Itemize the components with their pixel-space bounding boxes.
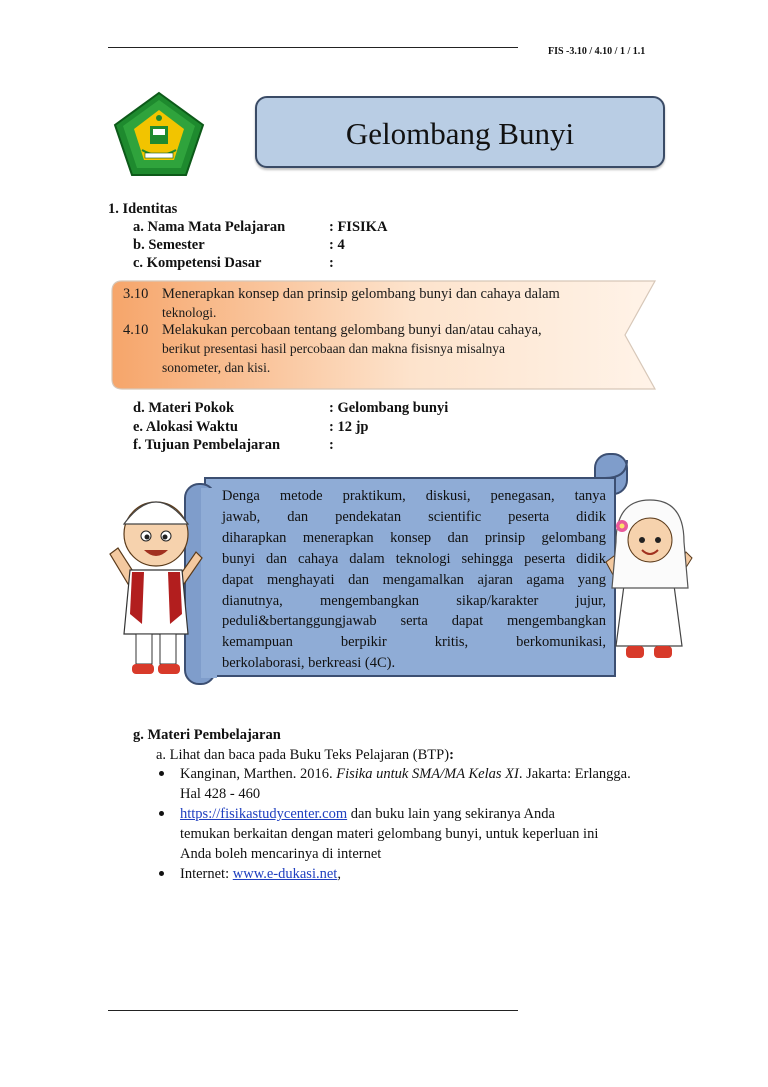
boy-illustration xyxy=(106,484,206,680)
tujuan-text xyxy=(222,486,606,674)
materi-b2-post: dan buku lain yang sekiranya Anda xyxy=(347,806,555,822)
identitas-label-b: b. Semester xyxy=(133,237,205,253)
tujuan-line: kemampuan berpikir kritis, berkomunikasi, xyxy=(222,634,606,651)
tujuan-line: jawab, dan pendekatan scientific peserta didik xyxy=(222,508,606,525)
kd-4-10-line1: Melakukan percobaan tentang gelombang bunyi dan/atau cahaya, xyxy=(162,322,542,338)
materi-sub-colon: : xyxy=(449,747,454,763)
footer-rule xyxy=(108,1010,518,1011)
materi-b1-pre: Kanginan, Marthen. 2016. xyxy=(180,766,337,782)
bullet-icon xyxy=(159,771,164,776)
title-box xyxy=(255,96,665,168)
kd-3-10-number: 3.10 xyxy=(123,286,149,302)
materi-b2-line3: Anda boleh mencarinya di internet xyxy=(180,846,382,862)
identitas-value-a: : FISIKA xyxy=(329,219,388,235)
identitas-value-b: : 4 xyxy=(329,237,345,253)
tujuan-line: bunyi dan cahaya dalam teknologi sehingga peserta didik xyxy=(222,550,606,567)
materi-bullet-1 xyxy=(180,764,680,804)
identitas-value-e: : 12 jp xyxy=(329,419,369,435)
identitas-value-d: : Gelombang bunyi xyxy=(329,400,449,416)
materi-bullet-3 xyxy=(180,864,341,884)
materi-b3-post: , xyxy=(337,866,341,882)
materi-b1-italic: Fisika untuk SMA/MA Kelas XI xyxy=(336,766,519,782)
tujuan-line: dianutnya, mengembangkan sikap/karakter jujur, xyxy=(222,592,606,609)
tujuan-line: Denga metode praktikum, diskusi, penegasan, tanya xyxy=(222,488,606,504)
kd-4-10-number: 4.10 xyxy=(123,322,149,338)
materi-bullet-2 xyxy=(180,804,680,864)
page-title: Gelombang Bunyi xyxy=(345,116,575,151)
materi-b1-line2: Hal 428 - 460 xyxy=(180,786,261,802)
e-dukasi-link[interactable]: www.e-dukasi.net xyxy=(232,866,338,882)
identitas-label-c: c. Kompetensi Dasar xyxy=(133,255,262,271)
materi-b2-line2: temukan berkaitan dengan materi gelombang bunyi, untuk keperluan ini xyxy=(180,826,599,842)
kd-4-10-line3: sonometer, dan kisi. xyxy=(162,360,271,375)
identitas-value-c: : xyxy=(329,255,334,271)
materi-sub-text: a. Lihat dan baca pada Buku Teks Pelajaran (BTP) xyxy=(156,747,450,763)
section-heading-identitas: 1. Identitas xyxy=(108,201,178,217)
section-heading-materi: g. Materi Pembelajaran xyxy=(133,727,281,743)
bullet-icon xyxy=(159,811,164,816)
identitas-label-a: a. Nama Mata Pelajaran xyxy=(133,219,286,235)
tujuan-line: dapat menghayati dan mengamalkan ajaran agama yang xyxy=(222,571,606,588)
kd-3-10-line1: Menerapkan konsep dan prinsip gelombang bunyi dan cahaya dalam xyxy=(162,286,560,302)
tujuan-line: berkolaborasi, berkreasi (4C). xyxy=(222,655,396,672)
materi-b3-pre: Internet: xyxy=(180,866,233,882)
identitas-label-e: e. Alokasi Waktu xyxy=(133,419,238,435)
kemenag-logo xyxy=(112,90,206,178)
fisikastudycenter-link[interactable]: https://fisikastudycenter.com xyxy=(180,806,348,822)
bullet-icon xyxy=(159,871,164,876)
materi-b1-post: . Jakarta: Erlangga. xyxy=(518,766,631,782)
identitas-label-f: f. Tujuan Pembelajaran xyxy=(133,437,281,453)
materi-sub-heading xyxy=(156,745,454,765)
document-code: FIS -3.10 / 4.10 / 1 / 1.1 xyxy=(548,46,646,57)
header-rule xyxy=(108,47,518,48)
tujuan-line: peduli&bertanggungjawab serta dapat mengembangkan xyxy=(222,613,606,630)
tujuan-line: diharapkan menerapkan konsep dan prinsip gelombang xyxy=(222,529,606,546)
kd-3-10-line2: teknologi. xyxy=(162,305,217,320)
girl-illustration xyxy=(604,496,694,668)
identitas-value-f: : xyxy=(329,437,334,453)
kd-4-10-line2: berikut presentasi hasil percobaan dan makna fisisnya misalnya xyxy=(162,341,506,356)
identitas-label-d: d. Materi Pokok xyxy=(133,400,235,416)
